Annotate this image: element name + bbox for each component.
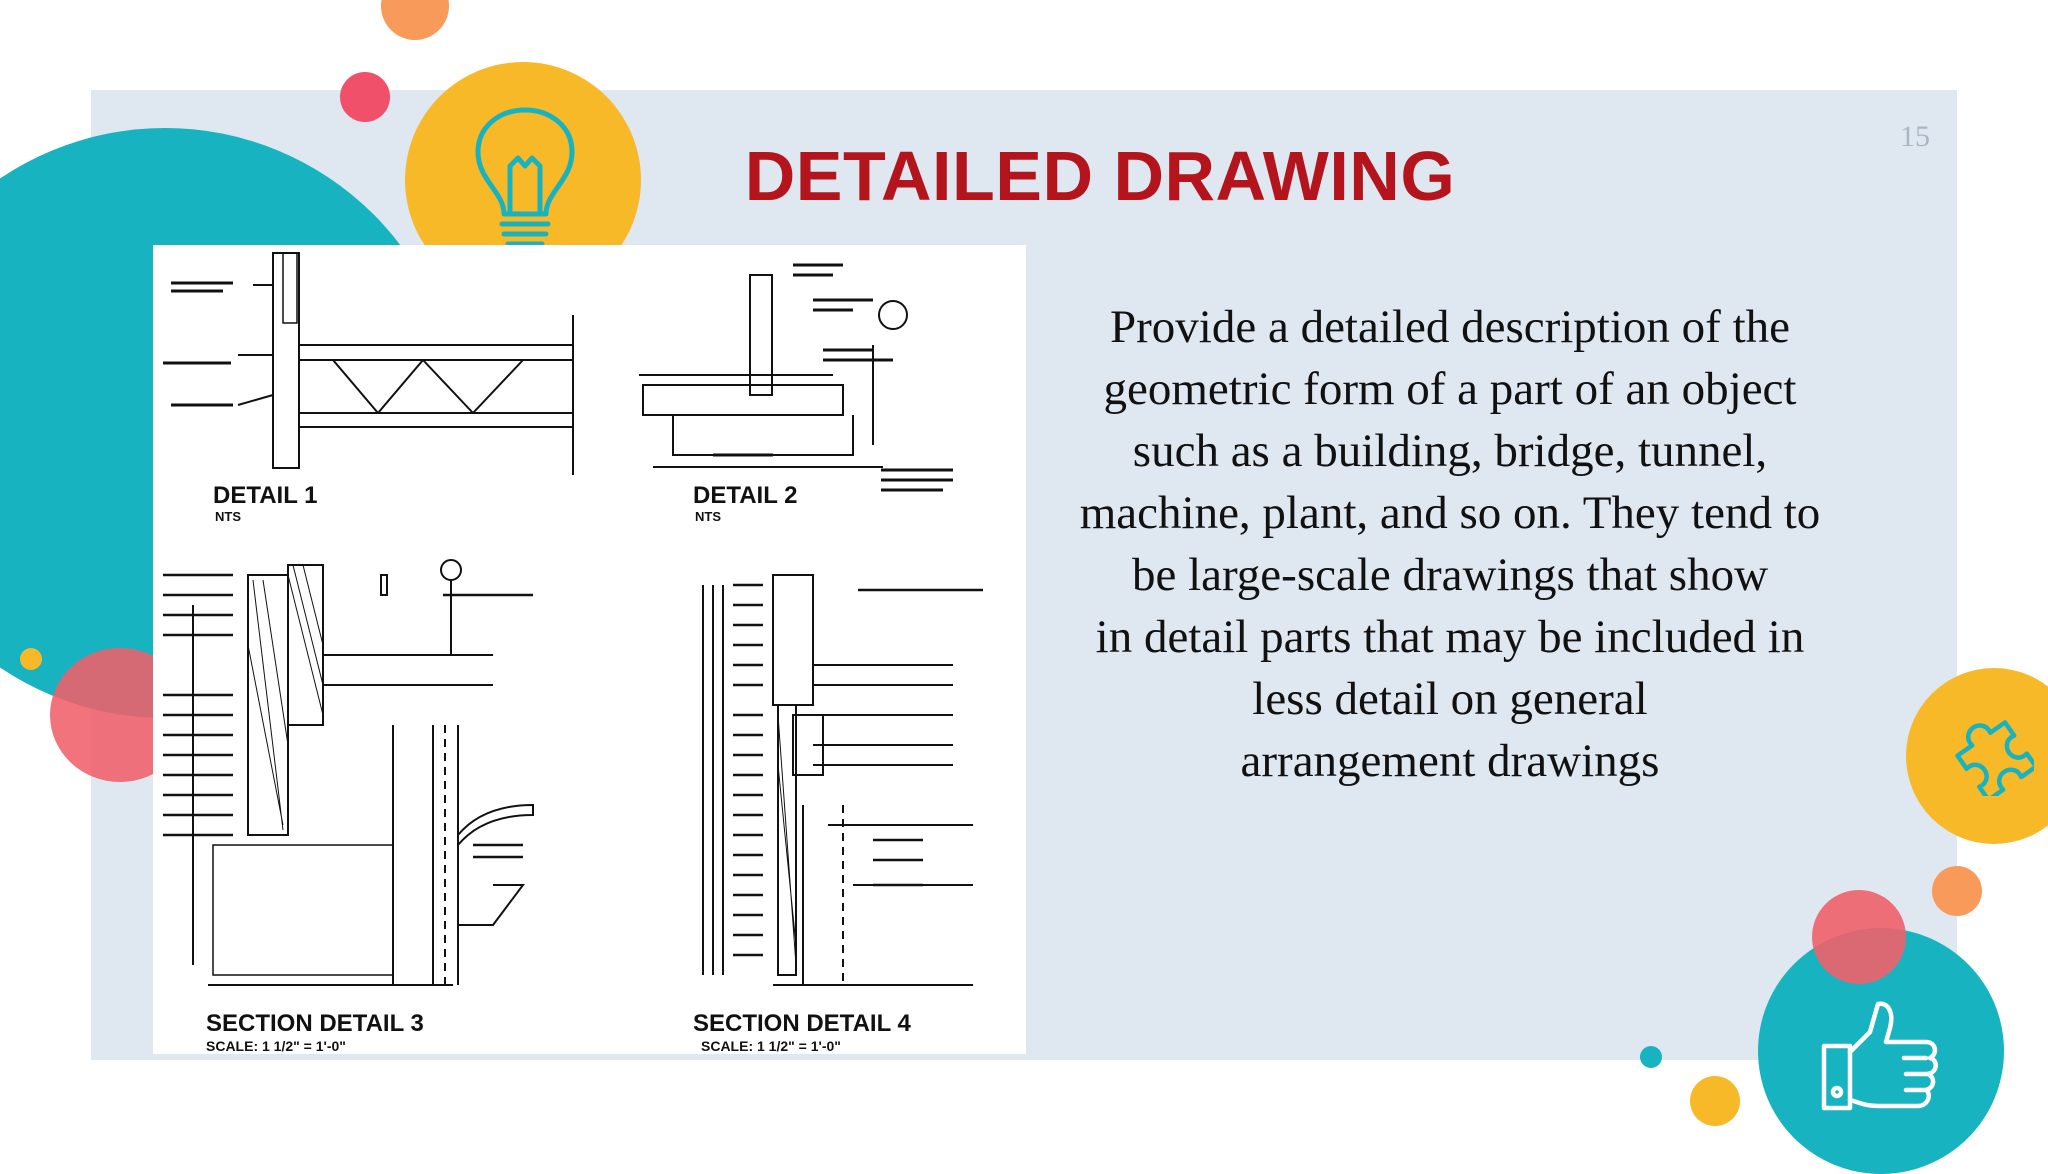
decor-circle-orange-top — [381, 0, 449, 40]
section-3-label: SECTION DETAIL 3 — [206, 1010, 424, 1037]
lightbulb-icon — [470, 104, 580, 254]
detail-1-label: DETAIL 1 — [213, 482, 318, 509]
description-line: Provide a detailed description of the — [1110, 301, 1790, 353]
description-line: geometric form of a part of an object — [1103, 363, 1797, 415]
description-text — [1030, 296, 1870, 792]
description-line: such as a building, bridge, tunnel, — [1132, 425, 1768, 477]
puzzle-icon — [1948, 710, 2034, 796]
description-line: less detail on general — [1252, 673, 1648, 725]
detail-1-scale: NTS — [215, 509, 241, 524]
description-line: be large-scale drawings that show — [1131, 549, 1769, 601]
detail-2-label: DETAIL 2 — [693, 482, 798, 509]
section-4-scale: SCALE: 1 1/2" = 1'-0" — [701, 1038, 841, 1054]
detail-2-scale: NTS — [695, 509, 721, 524]
decor-circle-coral-bottom-right — [1812, 890, 1906, 984]
decor-circle-pink-small — [340, 72, 390, 122]
detail-drawing-image — [153, 245, 1026, 1054]
description-line: arrangement drawings — [1240, 735, 1660, 787]
page-number: 15 — [1900, 120, 1930, 153]
section-3-scale: SCALE: 1 1/2" = 1'-0" — [206, 1038, 346, 1054]
section-4-label: SECTION DETAIL 4 — [693, 1010, 911, 1037]
description-line: in detail parts that may be included in — [1095, 611, 1805, 663]
decor-circle-orange-right — [1932, 866, 1982, 916]
decor-circle-yellow-bottom — [1690, 1076, 1740, 1126]
slide-title: DETAILED DRAWING — [744, 137, 1456, 215]
thumbs-up-icon — [1818, 996, 1944, 1116]
decor-dot-teal-bottom — [1640, 1046, 1662, 1068]
decor-dot-yellow-left — [20, 648, 42, 670]
description-line: machine, plant, and so on. They tend to — [1079, 487, 1821, 539]
